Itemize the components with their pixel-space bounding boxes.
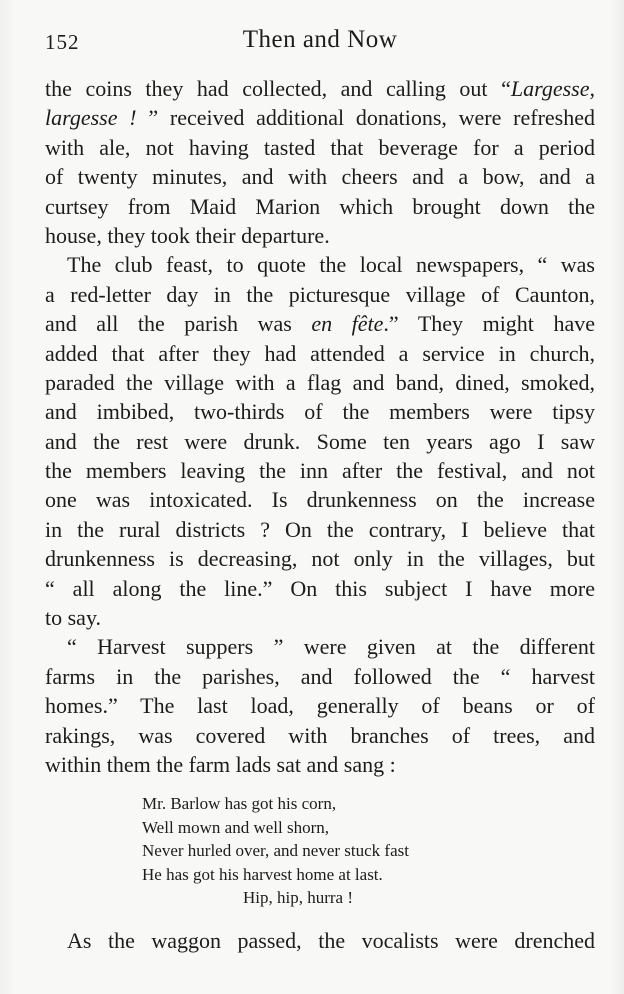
text-line: house, they took their departure.: [45, 222, 330, 248]
text-line: “ Harvest suppers ” were given at the different: [67, 634, 595, 660]
text-line: the members leaving the inn after the festival, and not: [45, 458, 595, 484]
text-line: [45, 74, 595, 103]
text-line: and the rest were drunk. Some ten years ago I saw: [45, 428, 595, 454]
verse-line: Well mown and well shorn,: [142, 817, 330, 837]
text-line: of twenty minutes, and with cheers and a bow, and a: [45, 164, 595, 190]
text-line: added that after they had attended a service in church,: [45, 340, 595, 366]
text-line: with ale, not having tasted that beverage for a period: [45, 134, 595, 160]
text-span: ” received additional donations, were refreshed: [136, 105, 595, 131]
closing-line: [67, 926, 595, 955]
verse-line: Hip, hip, hurra !: [243, 888, 354, 908]
text-line: drunkenness is decreasing, not only in the villages, but: [45, 546, 595, 572]
text-line: one was intoxicated. Is drunkenness on the increase: [45, 487, 595, 513]
text-line: “ all along the line.” On this subject I have more: [45, 575, 595, 601]
italic-text: Largesse,: [510, 76, 595, 101]
verse-line: Never hurled over, and never stuck fast: [142, 841, 409, 861]
text-line: curtsey from Maid Marion which brought down the: [45, 193, 595, 219]
text-line: The club feast, to quote the local newspapers, “ was: [67, 252, 595, 278]
text-line: a red-letter day in the picturesque village of Caunton,: [45, 281, 595, 307]
text-line: rakings, was covered with branches of trees, and: [45, 722, 595, 748]
text-line: to say.: [45, 605, 102, 631]
verse-line: Mr. Barlow has got his corn,: [142, 794, 337, 813]
verse-line: He has got his harvest home at last.: [142, 864, 383, 884]
page-header: [45, 22, 595, 66]
text-line: paraded the village with a flag and band, dined, smoked,: [45, 369, 595, 395]
italic-text: largesse !: [45, 105, 137, 131]
text-span: and all the parish was: [45, 311, 312, 337]
text-line: within them the farm lads sat and sang :: [45, 751, 396, 777]
italic-text: en fête: [311, 311, 384, 337]
text-span: the coins they had collected, and calling out “: [45, 76, 511, 101]
text-line: As the waggon passed, the vocalists were drenched: [67, 928, 595, 953]
text-line: [45, 103, 595, 132]
text-line: and imbibed, two-thirds of the members were tipsy: [45, 399, 595, 425]
text-line: in the rural districts ? On the contrary, I believe that: [45, 516, 595, 542]
text-span: .” They might have: [383, 311, 595, 337]
verse-block: [142, 792, 522, 910]
body-text: [45, 74, 595, 779]
text-line: homes.” The last load, generally of beans or of: [45, 693, 595, 719]
running-title: Then and Now: [242, 26, 398, 53]
text-line: farms in the parishes, and followed the “ harvest: [45, 663, 595, 689]
text-line: [45, 309, 595, 338]
page-number: 152: [45, 30, 80, 54]
